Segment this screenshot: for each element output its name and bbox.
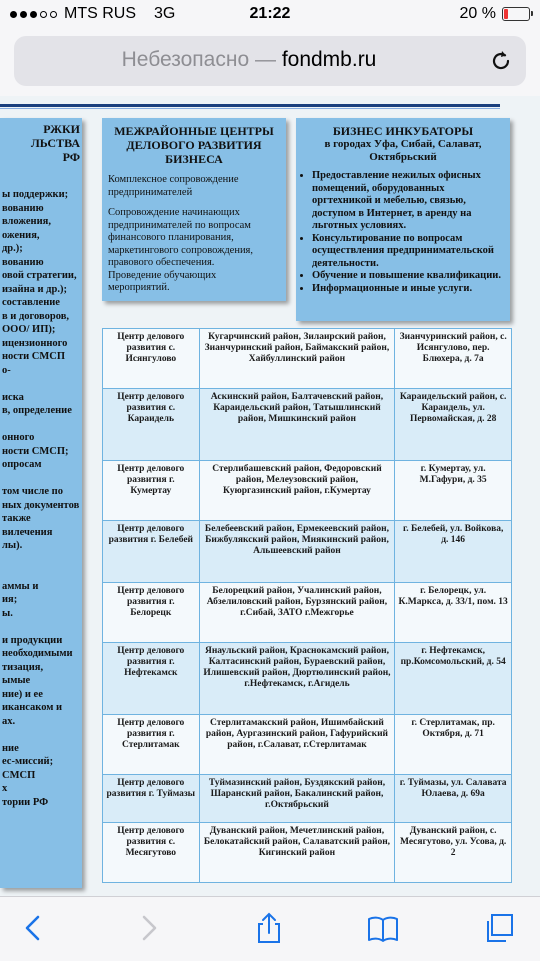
insecure-label: Небезопасно —: [121, 48, 276, 71]
carrier-name: MTS RUS: [64, 5, 136, 22]
left-box-text: [2, 188, 79, 809]
clock: 21:22: [249, 5, 291, 22]
center-name: Центр делового развития г. Стерлитамак: [103, 715, 200, 775]
left-text-line: лы).: [2, 540, 23, 551]
incubators-item: • Консультирование по вопросам осуществления предпринимательской деятельности.: [312, 233, 504, 271]
left-text-line: ООО/ ИП);: [2, 324, 56, 335]
left-text-line: ымые: [2, 675, 31, 686]
header-rule: [0, 104, 500, 107]
center-name: Центр делового развития с. Исянгулово: [103, 329, 200, 389]
left-text-line: и продукции: [2, 634, 63, 646]
incubators-box-title: БИЗНЕС ИНКУБАТОРЫ: [332, 124, 474, 138]
center-name: Центр делового развития с. Месягутово: [103, 823, 200, 883]
left-text-line: аммы и: [2, 580, 39, 592]
battery-percent: 20 %: [459, 5, 496, 22]
center-districts: Аскинский район, Балтачевский район, Караидельский район, Татышлинский район, Мишкинский район: [199, 389, 395, 461]
table-row: [103, 775, 512, 823]
left-text-line: в, определение: [2, 405, 72, 416]
support-box-left: [0, 118, 82, 888]
left-text-line: ы.: [2, 607, 13, 619]
left-text-line: [2, 377, 79, 391]
bookmarks-icon[interactable]: [366, 911, 400, 945]
centers-table: [102, 328, 512, 883]
center-districts: Белебеевский район, Ермекеевский район, Бижбулякский район, Миякинский район, Альшеевский район: [199, 521, 395, 583]
left-text-line: онного: [2, 432, 35, 443]
left-text-line: тизация,: [2, 661, 44, 673]
network-type: 3G: [154, 5, 176, 22]
left-text-line: ия;: [2, 594, 18, 605]
center-address: Караидельский район, с. Караидель, ул. Первомайская, д. 28: [395, 389, 512, 461]
center-address: г. Белебей, ул. Войкова, д. 146: [395, 521, 512, 583]
left-text-line: [2, 566, 79, 580]
center-address: г. Белорецк, ул. К.Маркса, д. 33/1, пом. 13: [395, 583, 512, 643]
left-text-line: необходимыми: [2, 648, 73, 659]
center-address: г. Стерлитамак, пр. Октября, д. 71: [395, 715, 512, 775]
left-text-line: др.);: [2, 243, 23, 254]
table-row: [103, 521, 512, 583]
left-text-line: [2, 418, 79, 432]
center-districts: Дуванский район, Мечетлинский район, Белокатайский район, Салаватский район, Кигинский район: [199, 823, 395, 883]
back-icon[interactable]: [16, 911, 50, 945]
center-address: г. Нефтекамск, пр.Комсомольский, д. 54: [395, 643, 512, 715]
tabs-icon[interactable]: [482, 911, 516, 945]
center-districts: Стерлитамакский район, Ишимбайский район, Аургазинский район, Гафурийский район, г.Салават, г.Стерлитамак: [199, 715, 395, 775]
center-districts: Янаульский район, Краснокамский район, Калтасинский район, Бураевский район, Илишевский район, Дюртюлинский район, г.Нефтекамск, г.Агидель: [199, 643, 395, 715]
center-name: Центр делового развития г. Нефтекамск: [103, 643, 200, 715]
status-bar: [0, 0, 540, 30]
centers-box-p1: Комплексное сопровождение предпринимателей: [108, 174, 239, 198]
left-text-line: вилечения: [2, 526, 53, 538]
incubators-list: [302, 170, 504, 295]
center-name: Центр делового развития г. Белебей: [103, 521, 200, 583]
center-address: г. Туймазы, ул. Салавата Юлаева, д. 69а: [395, 775, 512, 823]
left-text-line: том числе по: [2, 486, 63, 497]
battery-icon: [502, 7, 530, 21]
left-text-line: ных документов: [2, 499, 80, 511]
centers-box-title: МЕЖРАЙОННЫЕ ЦЕНТРЫ ДЕЛОВОГО РАЗВИТИЯ БИЗНЕСА: [114, 124, 274, 166]
left-text-line: [2, 472, 79, 486]
address-bar[interactable]: [14, 36, 526, 86]
left-text-line: тории РФ: [2, 796, 49, 808]
left-title-line: РФ: [62, 150, 80, 164]
left-text-line: вложения,: [2, 216, 51, 227]
table-row: [103, 583, 512, 643]
left-text-line: о-: [2, 364, 11, 376]
url-domain: fondmb.ru: [281, 48, 377, 71]
left-text-line: ности СМСП;: [2, 445, 69, 457]
table-row: [103, 715, 512, 775]
left-text-line: [2, 728, 79, 742]
left-text-line: ние: [2, 742, 19, 754]
table-row: [103, 643, 512, 715]
left-text-line: также: [2, 513, 31, 524]
left-text-line: икансаком и: [2, 702, 63, 713]
left-text-line: в и договоров,: [2, 310, 69, 322]
left-text-line: опросам: [2, 459, 42, 470]
center-name: Центр делового развития г. Туймазы: [103, 775, 200, 823]
left-title-line: ЛЬСТВА: [30, 136, 80, 150]
left-text-line: ы поддержки;: [2, 189, 69, 200]
left-text-line: СМСП: [2, 769, 36, 781]
center-districts: Кугарчинский район, Зилаирский район, Зианчуринский район, Баймакский район, Хайбуллинский район: [199, 329, 395, 389]
centers-box-p2: Сопровождение начинающих предпринимателей по вопросам финансового планирования, маркетингового сопровождения, правового обеспечения.: [108, 207, 254, 268]
left-text-line: ожения,: [2, 229, 40, 241]
reload-icon[interactable]: [488, 48, 514, 74]
table-row: [103, 329, 512, 389]
table-row: [103, 461, 512, 521]
url-display[interactable]: [14, 48, 484, 72]
centers-box-p3: Проведение обучающих мероприятий.: [108, 269, 217, 293]
left-text-line: изайна и др.);: [2, 283, 67, 295]
header-rule-light: [0, 108, 500, 109]
center-name: Центр делового развития с. Караидель: [103, 389, 200, 461]
center-districts: Белорецкий район, Учалинский район, Абзелиловский район, Бурзянский район, г.Сибай, ЗАТО г.Межгорье: [199, 583, 395, 643]
left-text-line: вованию: [2, 202, 44, 214]
left-text-line: ес-миссий;: [2, 756, 54, 767]
left-text-line: ах.: [2, 715, 16, 727]
center-name: Центр делового развития г. Кумертау: [103, 461, 200, 521]
center-name: Центр делового развития г. Белорецк: [103, 583, 200, 643]
left-text-line: ние) и ее: [2, 688, 43, 700]
left-text-line: ности СМСП: [2, 351, 66, 362]
center-districts: Туймазинский район, Буздякский район, Шаранский район, Бакалинский район, г.Октябрьский: [199, 775, 395, 823]
left-text-line: иска: [2, 391, 24, 403]
incubators-box-subtitle: в городах Уфа, Сибай, Салават, Октябрьский: [324, 138, 482, 163]
left-title-line: РЖКИ: [43, 122, 80, 136]
page-content[interactable]: [0, 96, 540, 896]
incubators-item: • Обучение и повышение квалификации.: [312, 270, 504, 283]
left-text-line: [2, 553, 79, 567]
left-text-line: составление: [2, 297, 60, 308]
center-address: Зианчуринский район, с. Исянгулово, пер. Блюхера, д. 7а: [395, 329, 512, 389]
forward-icon[interactable]: [132, 911, 166, 945]
center-districts: Стерлибашевский район, Федоровский район, Мелеузовский район, Куюргазинский район, г.Кумертау: [199, 461, 395, 521]
left-text-line: х: [2, 783, 8, 794]
incubators-item: • Информационные и иные услуги.: [312, 283, 504, 296]
share-icon[interactable]: [252, 911, 286, 945]
left-text-line: овой стратегии,: [2, 270, 77, 281]
left-text-line: [2, 620, 79, 634]
table-row: [103, 389, 512, 461]
centers-box: [102, 118, 286, 301]
center-address: г. Кумертау, ул. М.Гафури, д. 35: [395, 461, 512, 521]
table-row: [103, 823, 512, 883]
left-text-line: вованию: [2, 256, 44, 268]
browser-toolbar: [0, 896, 540, 961]
center-address: Дуванский район, с. Месягутово, ул. Усова, д. 2: [395, 823, 512, 883]
incubators-item: • Предоставление нежилых офисных помещений, оборудованных оргтехникой и мебелью, связью, доступом в Интернет, в аренду на льготных условиях.: [312, 170, 504, 233]
incubators-box: [296, 118, 510, 321]
left-text-line: ицензионного: [2, 337, 68, 349]
left-box-title: [0, 122, 80, 164]
battery-info: [460, 5, 530, 23]
